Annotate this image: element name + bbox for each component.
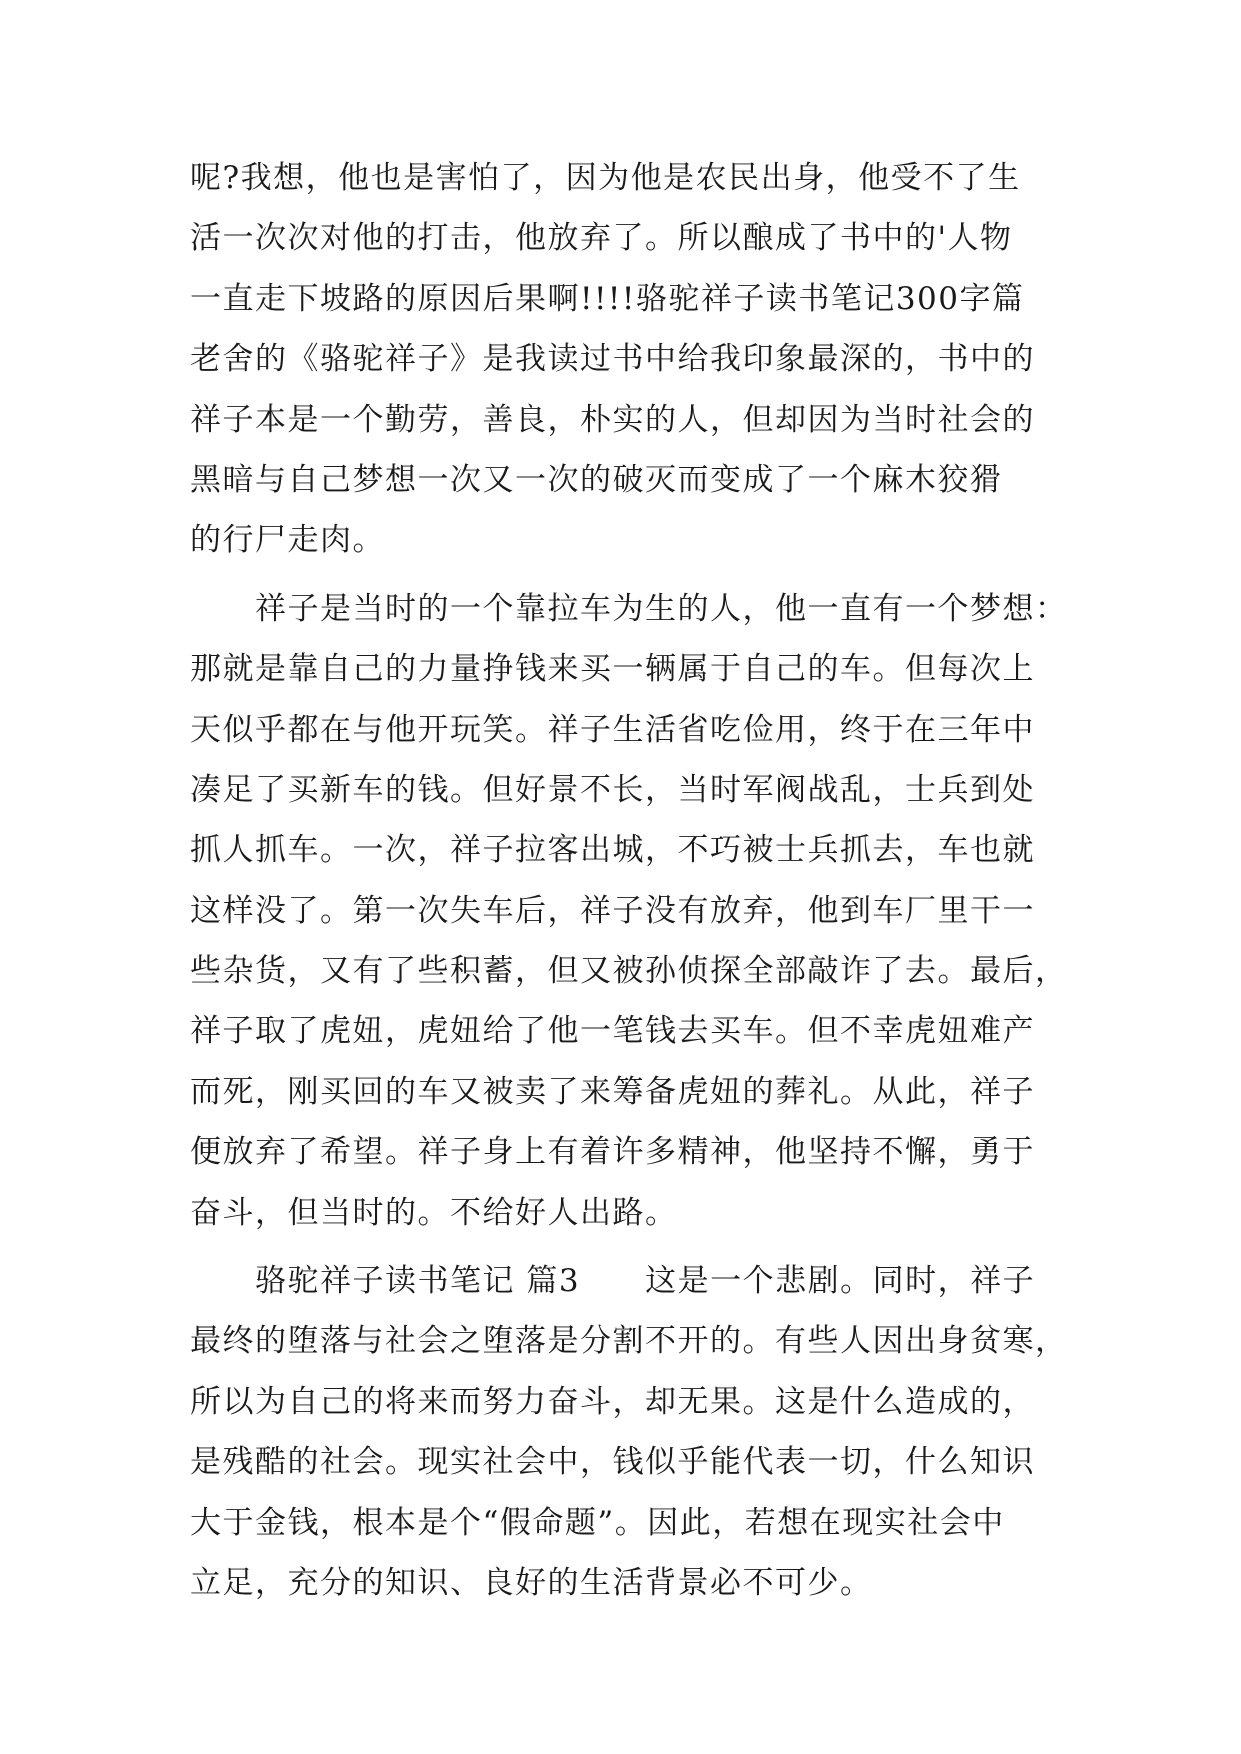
paragraph-2 [190, 579, 1068, 1243]
paragraph-1 [190, 148, 1050, 571]
text-line: 那就是靠自己的力量挣钱来买一辆属于自己的车。但每次上 [190, 651, 1035, 688]
text-line: 骆驼祥子读书笔记 篇3 这是一个悲剧。同时，祥子 [190, 1263, 1036, 1300]
text-line: 一直走下坡路的原因后果啊!!!!骆驼祥子读书笔记300字篇 [190, 280, 1025, 317]
text-line: 所以为自己的将来而努力奋斗，却无果。这是什么造成的， [190, 1383, 1035, 1420]
paragraph-gap [190, 571, 1050, 579]
document-page [190, 148, 1068, 1613]
text-line: 老舍的《骆驼祥子》是我读过书中给我印象最深的，书中的 [190, 341, 1035, 378]
text-line: 些杂货，又有了些积蓄，但又被孙侦探全部敲诈了去。最后， [190, 953, 1068, 990]
text-line: 这样没了。第一次失车后，祥子没有放弃，他到车厂里干一 [190, 892, 1035, 929]
text-line: 活一次次对他的打击，他放弃了。所以酿成了书中的'人物 [190, 220, 1013, 257]
text-line: 抓人抓车。一次，祥子拉客出城，不巧被士兵抓去，车也就 [190, 832, 1035, 869]
text-line: 黑暗与自己梦想一次又一次的破灭而变成了一个麻木狡猾 [190, 461, 1003, 498]
text-line: 便放弃了希望。祥子身上有着许多精神，他坚持不懈，勇于 [190, 1134, 1035, 1171]
text-line: 的行尸走肉。 [190, 522, 385, 559]
text-line: 奋斗，但当时的。不给好人出路。 [190, 1194, 678, 1231]
text-line: 祥子本是一个勤劳，善良，朴实的人，但却因为当时社会的 [190, 401, 1035, 438]
paragraph-3 [190, 1251, 1068, 1613]
text-line: 是残酷的社会。现实社会中，钱似乎能代表一切，什么知识 [190, 1444, 1035, 1481]
text-line: 立足，充分的知识、良好的生活背景必不可少。 [190, 1564, 873, 1601]
text-line: 凑足了买新车的钱。但好景不长，当时军阀战乱，士兵到处 [190, 771, 1035, 808]
text-line: 天似乎都在与他开玩笑。祥子生活省吃俭用，终于在三年中 [190, 711, 1035, 748]
text-line: 祥子取了虎妞，虎妞给了他一笔钱去买车。但不幸虎妞难产 [190, 1013, 1035, 1050]
text-line: 最终的堕落与社会之堕落是分割不开的。有些人因出身贫寒， [190, 1323, 1068, 1360]
text-line: 呢?我想，他也是害怕了，因为他是农民出身，他受不了生 [190, 160, 1021, 196]
text-line: 大于金钱，根本是个“假命题”。因此，若想在现实社会中 [190, 1504, 1005, 1541]
text-line: 而死，刚买回的车又被卖了来筹备虎妞的葬礼。从此，祥子 [190, 1073, 1035, 1110]
text-line: 祥子是当时的一个靠拉车为生的人，他一直有一个梦想： [190, 590, 1068, 627]
paragraph-gap [190, 1243, 1050, 1251]
